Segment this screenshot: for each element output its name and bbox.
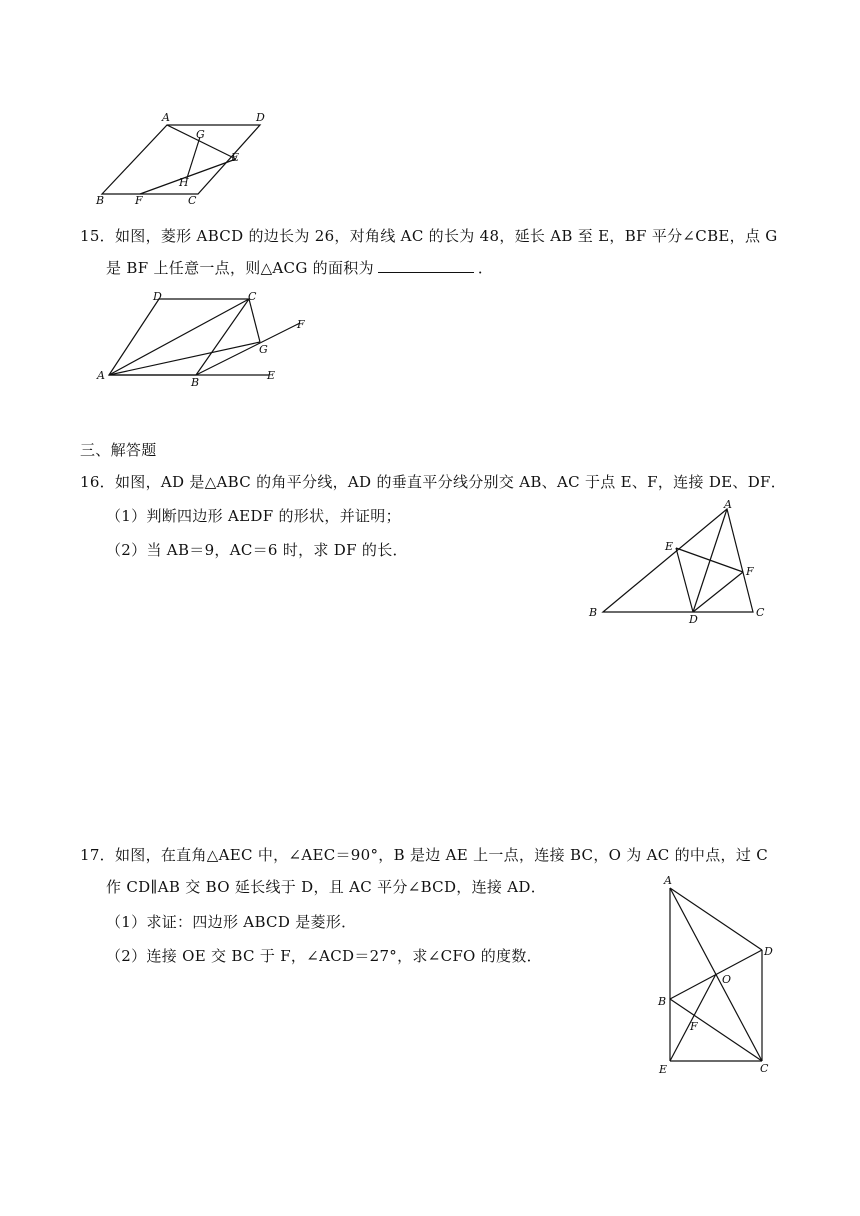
- label-C: C: [756, 606, 765, 619]
- label-F: F: [135, 194, 143, 207]
- label-A: A: [724, 498, 732, 511]
- q15-line1: 15．如图，菱形 ABCD 的边长为 26，对角线 AC 的长为 48，延长 AB 至 E，BF 平分∠CBE，点 G: [80, 227, 778, 245]
- label-B: B: [589, 606, 598, 619]
- label-C: C: [188, 194, 197, 207]
- q16-sub1: （1）判断四边形 AEDF 的形状，并证明；: [106, 507, 401, 525]
- label-B: B: [658, 995, 667, 1008]
- label-E: E: [665, 540, 674, 553]
- section-title: 三、解答题: [80, 441, 157, 459]
- label-A: A: [664, 874, 672, 887]
- label-G: G: [259, 343, 268, 356]
- label-A: A: [162, 111, 170, 124]
- label-C: C: [760, 1062, 769, 1075]
- label-G: G: [196, 128, 205, 141]
- q15-line2: [106, 258, 493, 278]
- label-H: H: [179, 176, 189, 189]
- label-C: C: [248, 290, 257, 303]
- label-F: F: [690, 1020, 698, 1033]
- label-E: E: [267, 369, 276, 382]
- label-D: D: [764, 945, 773, 958]
- label-D: D: [256, 111, 265, 124]
- answer-blank: [378, 258, 474, 273]
- label-D: D: [689, 613, 698, 626]
- figure-q17: [650, 868, 790, 1080]
- q15-line2-text: 是 BF 上任意一点，则△ACG 的面积为: [106, 259, 374, 277]
- label-A: A: [97, 369, 105, 382]
- q15-line2-end: ．: [477, 259, 494, 277]
- label-E: E: [659, 1063, 668, 1076]
- q16-line1: 16．如图，AD 是△ABC 的角平分线，AD 的垂直平分线分别交 AB、AC 于点 E、F，连接 DE、DF．: [80, 473, 787, 491]
- label-F: F: [746, 565, 754, 578]
- label-E: E: [231, 151, 240, 164]
- q17-sub2: （2）连接 OE 交 BC 于 F，∠ACD＝27°，求∠CFO 的度数．: [106, 947, 542, 965]
- figure-q15: [90, 286, 320, 392]
- label-F: F: [297, 318, 305, 331]
- q16-sub2: （2）当 AB＝9，AC＝6 时，求 DF 的长．: [106, 541, 408, 559]
- figure-q14: [90, 108, 290, 208]
- figure-q16: [585, 496, 775, 628]
- q17-line1: 17．如图，在直角△AEC 中，∠AEC＝90°，B 是边 AE 上一点，连接 BC，O 为 AC 的中点，过 C: [80, 846, 768, 864]
- label-B: B: [96, 194, 105, 207]
- label-B: B: [191, 376, 200, 389]
- q17-line2: 作 CD∥AB 交 BO 延长线于 D，且 AC 平分∠BCD，连接 AD．: [106, 878, 546, 896]
- q17-sub1: （1）求证：四边形 ABCD 是菱形．: [106, 913, 357, 931]
- label-D: D: [153, 290, 162, 303]
- label-O: O: [722, 973, 732, 986]
